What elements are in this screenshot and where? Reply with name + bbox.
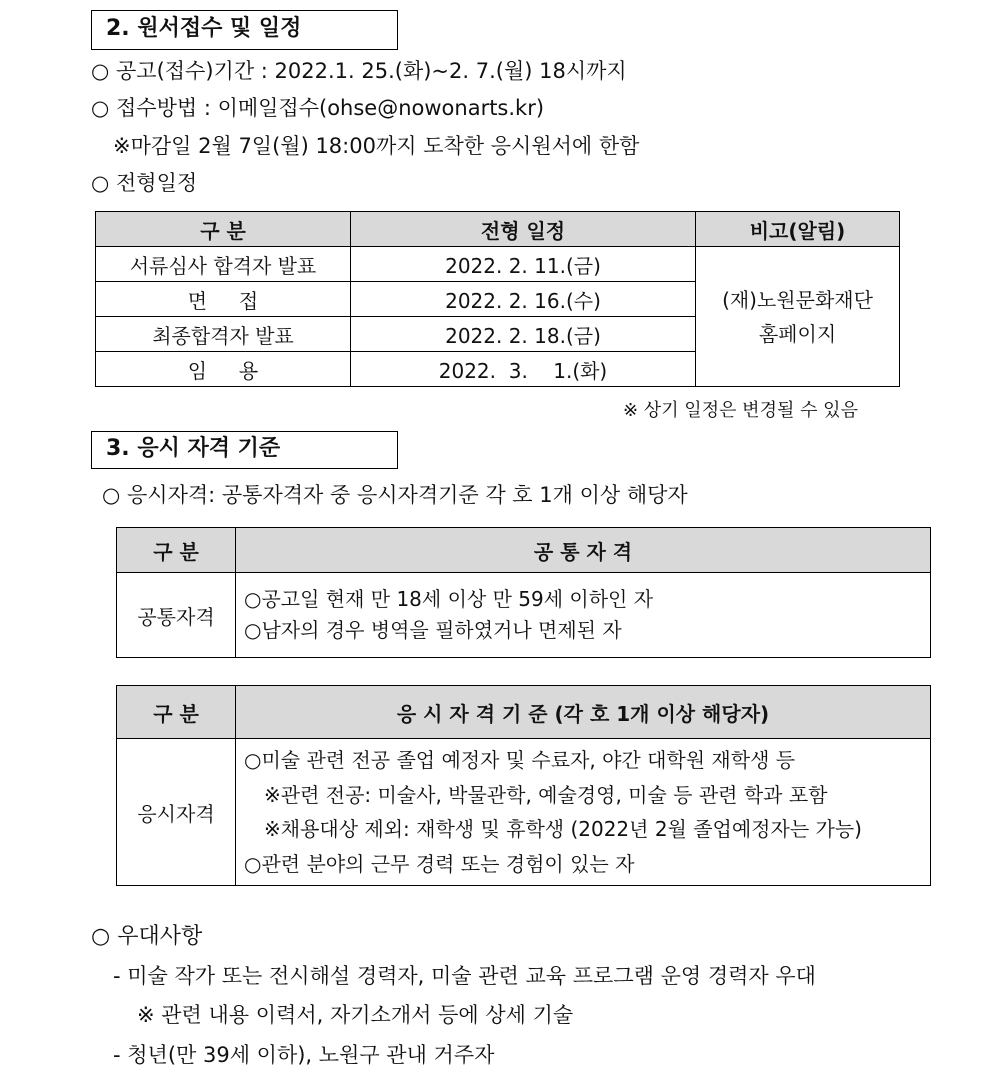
schedule-heading: ○ 전형일정 (91, 171, 198, 195)
list-item: ※관련 전공: 미술사, 박물관학, 예술경영, 미술 등 관련 학과 포함 (264, 782, 828, 807)
list-item: ○미술 관련 전공 졸업 예정자 및 수료자, 야간 대학원 재학생 등 (244, 748, 796, 772)
preference-item: - 미술 작가 또는 전시해설 경력자, 미술 관련 교육 프로그램 운영 경력자 우대 (113, 964, 816, 988)
application-method: ○ 접수방법 : 이메일접수(ohse@nowonarts.kr) (91, 96, 545, 120)
schedule-remark (696, 247, 900, 387)
schedule-date: 2022. 2. 18.(금) (351, 317, 696, 352)
schedule-change-note: ※ 상기 일정은 변경될 수 있음 (623, 400, 858, 421)
list-item: ○남자의 경우 병역을 필하였거나 면제된 자 (244, 618, 622, 642)
section-2-title (91, 10, 398, 50)
common-header-content: 공 통 자 격 (236, 528, 931, 573)
schedule-header-item: 구 분 (96, 212, 351, 247)
criteria-header-content: 응 시 자 격 기 준 (각 호 1개 이상 해당자) (236, 686, 931, 739)
remark-line-1: (재)노원문화재단 (722, 287, 873, 312)
common-header-row (117, 528, 931, 573)
common-row-body (236, 573, 931, 658)
section-3-title (91, 431, 398, 469)
section-2-title-text: 2. 원서접수 및 일정 (106, 16, 302, 41)
preference-note: ※ 관련 내용 이력서, 자기소개서 등에 상세 기술 (137, 1003, 574, 1027)
schedule-header-date: 전형 일정 (351, 212, 696, 247)
schedule-header-remark: 비고(알림) (696, 212, 900, 247)
preference-heading: ○ 우대사항 (91, 924, 203, 949)
schedule-item: 면 접 (96, 282, 351, 317)
table-row (96, 247, 900, 282)
schedule-item: 임 용 (96, 352, 351, 387)
common-header-label: 구 분 (117, 528, 236, 573)
table-row (117, 739, 931, 886)
criteria-header-label: 구 분 (117, 686, 236, 739)
common-row-label: 공통자격 (117, 573, 236, 658)
list-item: ○공고일 현재 만 18세 이상 만 59세 이하인 자 (244, 587, 654, 611)
deadline-note: ※마감일 2월 7일(월) 18:00까지 도착한 응시원서에 한함 (113, 134, 640, 158)
schedule-header-row (96, 212, 900, 247)
schedule-table (95, 211, 900, 387)
criteria-row-body (236, 739, 931, 886)
schedule-item: 서류심사 합격자 발표 (96, 247, 351, 282)
criteria-qualification-table (116, 685, 931, 886)
preference-item: - 청년(만 39세 이하), 노원구 관내 거주자 (113, 1043, 495, 1067)
list-item: ※채용대상 제외: 재학생 및 휴학생 (2022년 2월 졸업예정자는 가능) (264, 817, 862, 841)
criteria-row-label: 응시자격 (117, 739, 236, 886)
section-3-title-text: 3. 응시 자격 기준 (106, 436, 281, 461)
schedule-item: 최종합격자 발표 (96, 317, 351, 352)
application-period: ○ 공고(접수)기간 : 2022.1. 25.(화)~2. 7.(월) 18시까지 (91, 59, 627, 83)
schedule-date: 2022. 2. 16.(수) (351, 282, 696, 317)
qualification-summary: ○ 응시자격: 공통자격자 중 응시자격기준 각 호 1개 이상 해당자 (102, 483, 688, 507)
remark-line-2: 홈페이지 (758, 321, 837, 346)
common-qualification-table (116, 527, 931, 658)
criteria-header-row (117, 686, 931, 739)
list-item: ○관련 분야의 근무 경력 또는 경험이 있는 자 (244, 851, 635, 876)
schedule-date: 2022. 2. 11.(금) (351, 247, 696, 282)
table-row (117, 573, 931, 658)
schedule-date: 2022. 3. 1.(화) (351, 352, 696, 387)
